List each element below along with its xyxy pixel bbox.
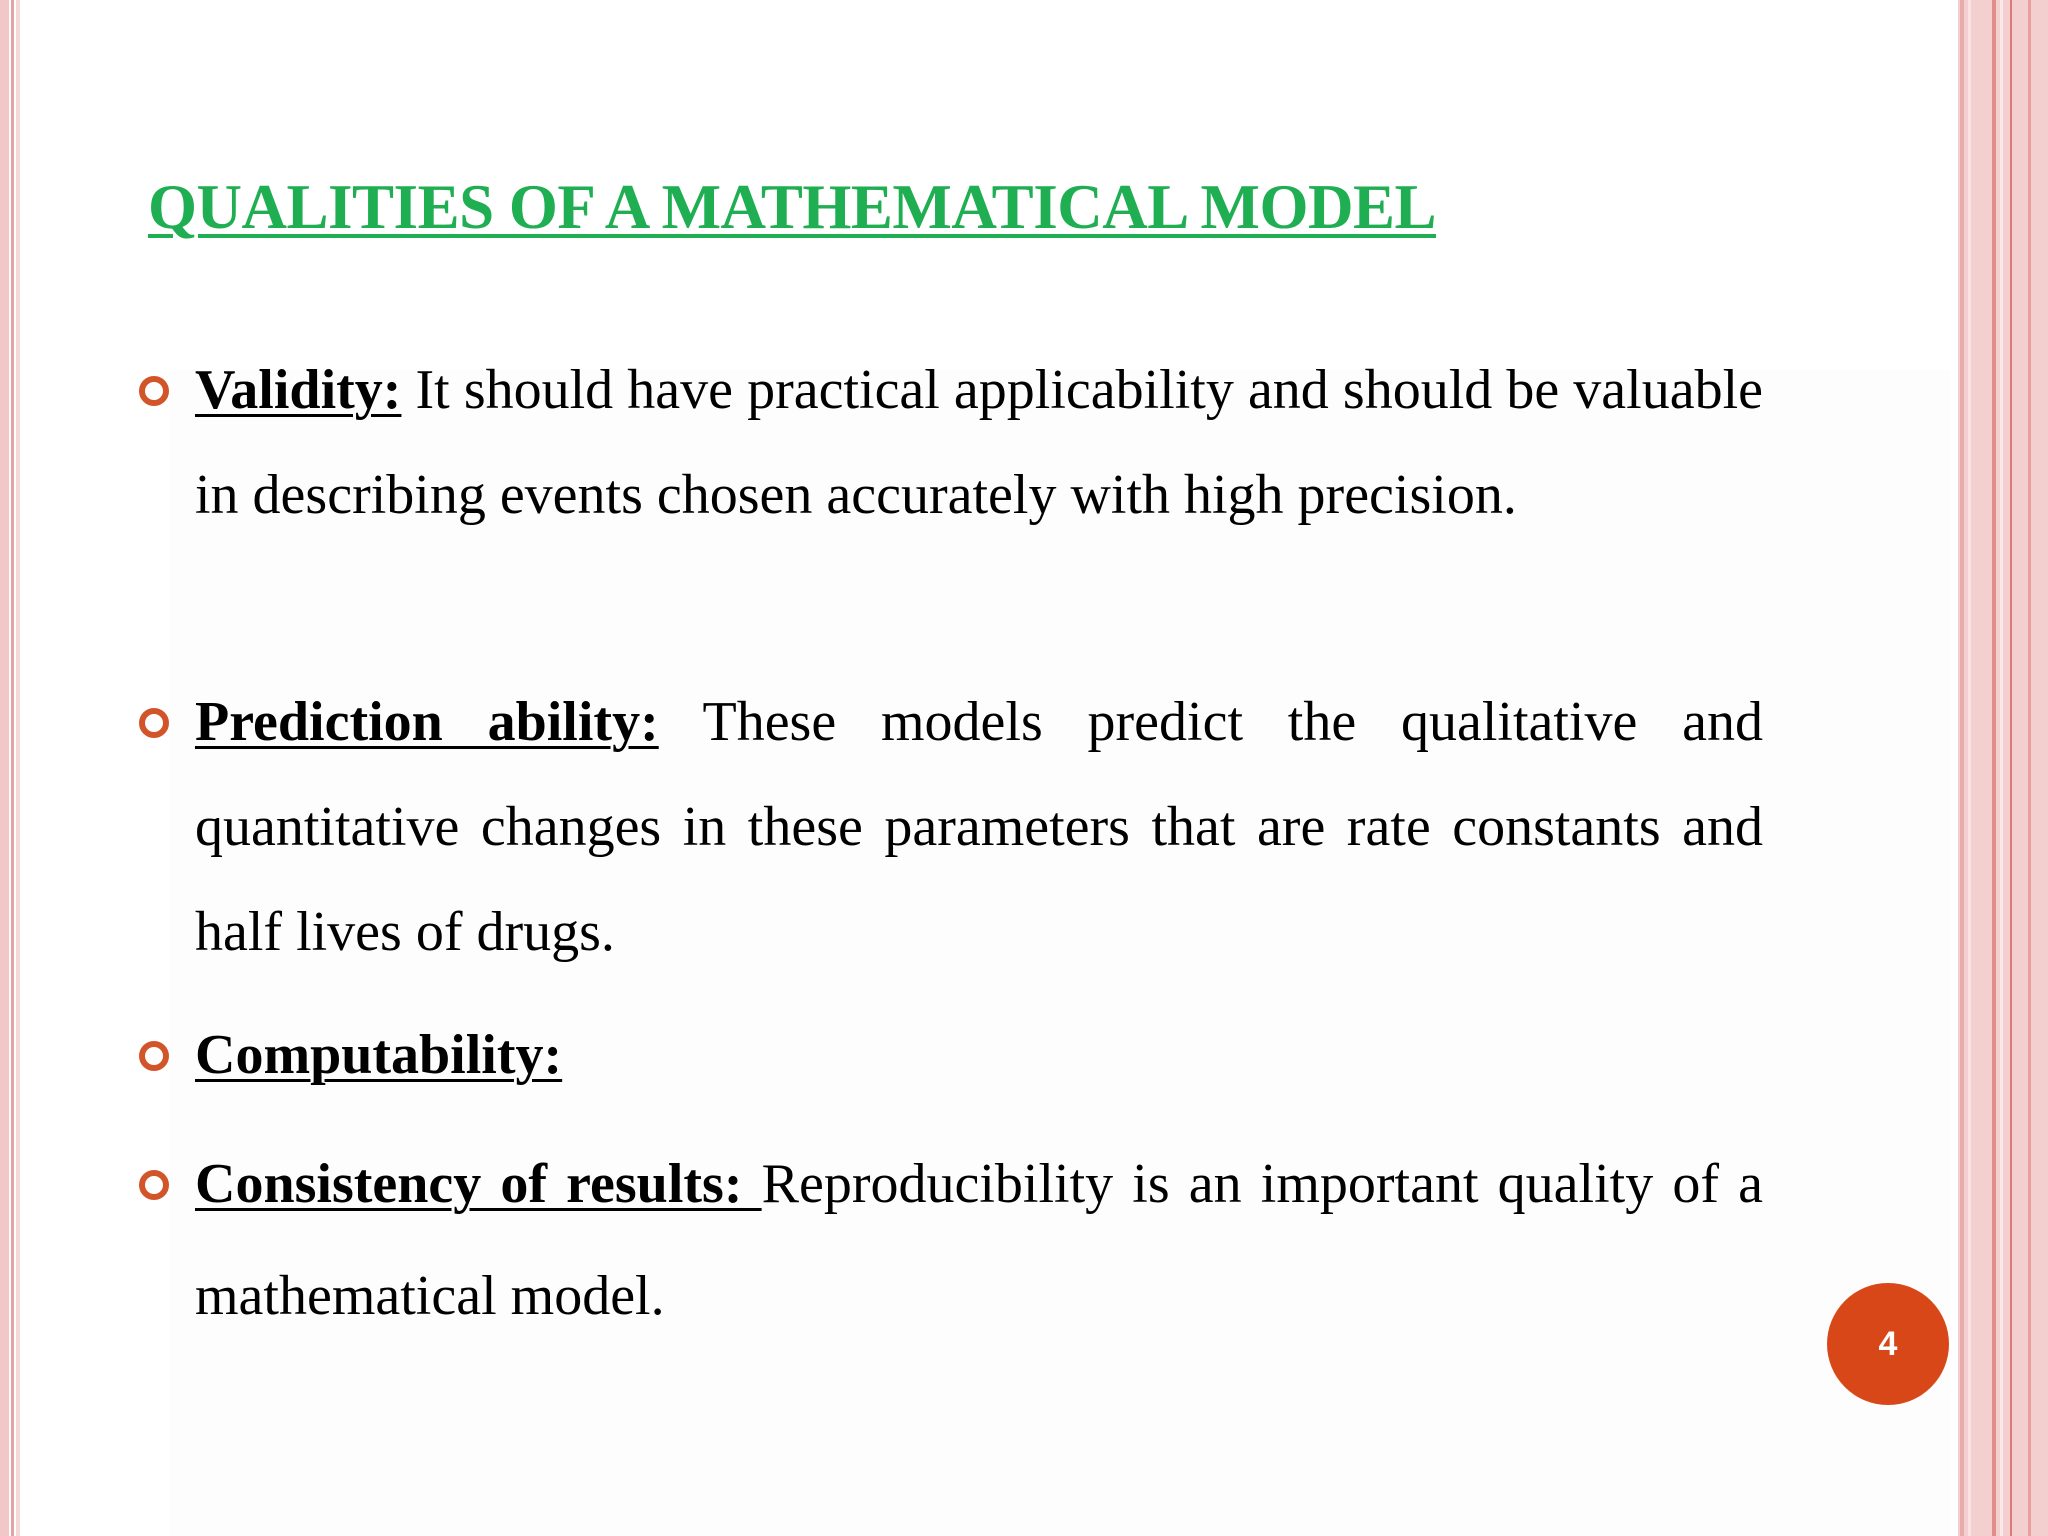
bullet-text: Reproducibility is an important quality of a mathematical model. [195,1153,1764,1327]
bullet-text: It should have practical applicability and should be valuable in describing events chosen accurately with high precision. [195,359,1763,526]
bullet-term: Consistency of results: [195,1153,762,1215]
bullet-text: These models predict the qualitative and quantitative changes in these parameters that are rate constants and half lives of drugs. [195,691,1763,963]
bullet-validity [195,338,1763,548]
bullet-term: Computability: [195,1024,563,1086]
ring-bullet-icon [139,376,169,406]
bullet-term: Validity: [195,359,402,421]
bullet-consistency-of-results [195,1128,1763,1352]
bullet-prediction-ability [195,670,1763,985]
ring-bullet-icon [139,1041,169,1071]
slide-title: QUALITIES OF A MATHEMATICAL MODEL [148,172,1437,242]
bullet-term: Prediction ability: [195,691,659,753]
ring-bullet-icon [139,708,169,738]
ring-bullet-icon [139,1170,169,1200]
page-number-badge: 4 [1827,1283,1949,1405]
bullet-computability [195,1003,1763,1108]
